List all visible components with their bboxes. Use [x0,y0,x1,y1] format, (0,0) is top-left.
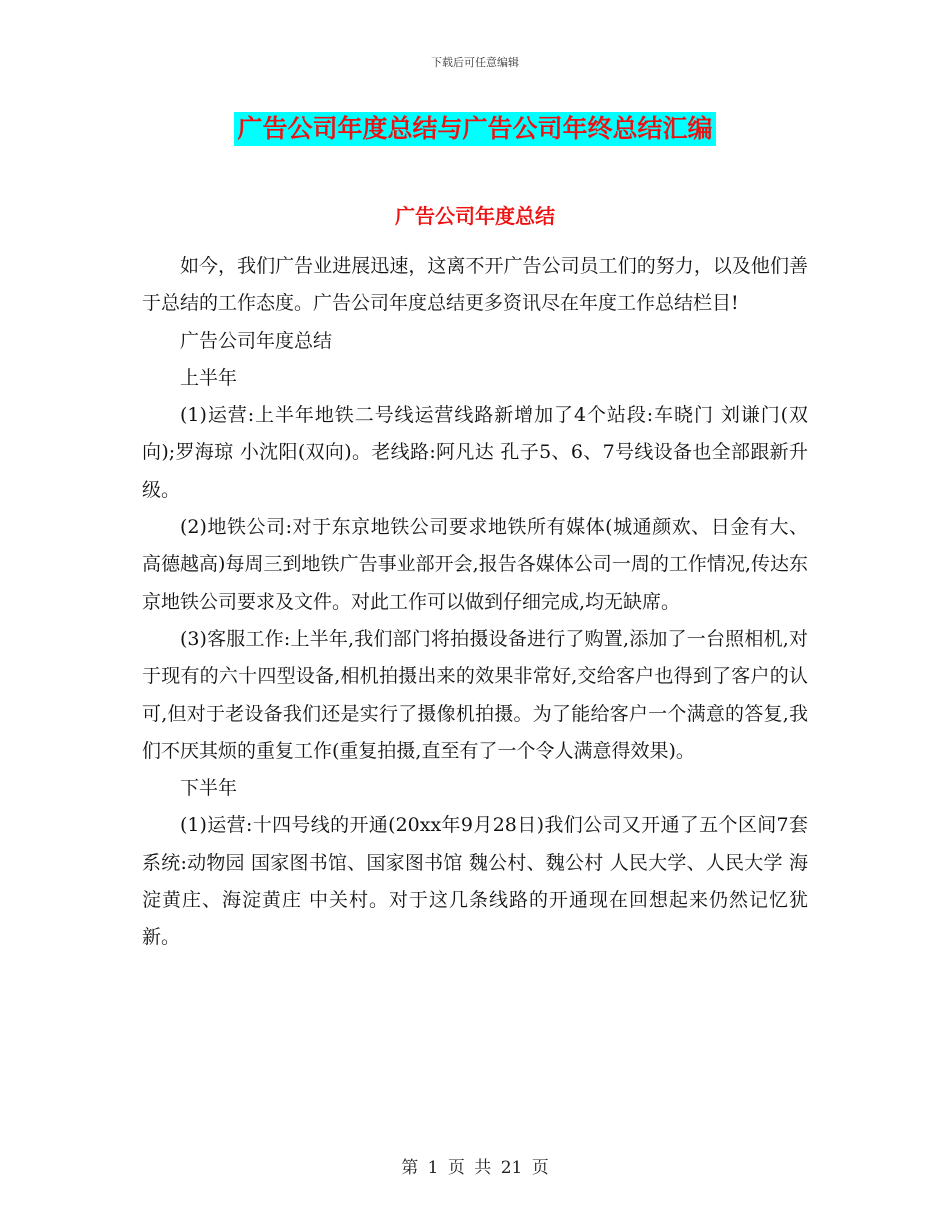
main-title-container [0,112,950,146]
page-footer: 第 1 页 共 21 页 [401,1158,549,1178]
paragraph-subheading: 广告公司年度总结 [180,329,333,352]
paragraph-customer-service: (3)客服工作:上半年,我们部门将拍摄设备进行了购置,添加了一台照相机,对于现有的六十四型设备,相机拍摄出来的效果非常好,交给客户也得到了客户的认可,但对于老设备我们还是实行了摄像机拍摄。为了能给客户一个满意的答复,我们不厌其烦的重复工作(重复拍摄,直至有了一个令人满意得效果)。 [142,627,808,762]
paragraph-intro: 如今，我们广告业进展迅速，这离不开广告公司员工们的努力，以及他们善于总结的工作态度。广告公司年度总结更多资讯尽在年度工作总结栏目! [142,255,808,315]
paragraph-first-half-heading: 上半年 [180,366,238,389]
document-title: 广告公司年度总结与广告公司年终总结汇编 [234,112,715,146]
document-body [142,248,808,957]
page-header-note: 下载后可任意编辑 [431,56,519,69]
paragraph-operations: (1)运营:上半年地铁二号线运营线路新增加了4个站段:车晓门 刘谦门(双向);罗海琼 小沈阳(双向)。老线路:阿凡达 孔子5、6、7号线设备也全部跟新升级。 [142,404,808,501]
paragraph-second-half-heading: 下半年 [180,777,238,800]
paragraph-metro-company: (2)地铁公司:对于东京地铁公司要求地铁所有媒体(城通颜欢、日金有大、高德越高)每周三到地铁广告事业部开会,报告各媒体公司一周的工作情况,传达东京地铁公司要求及文件。对此工作可以做到仔细完成,均无缺席。 [142,516,808,613]
paragraph-line14-operations: (1)运营:十四号线的开通(20xx年9月28日)我们公司又开通了五个区间7套系统:动物园 国家图书馆、国家图书馆 魏公村、魏公村 人民大学、人民大学 海淀黄庄、海淀黄庄 中关村。对于这几条线路的开通现在回想起来仍然记忆犹新。 [142,814,808,949]
section-title: 广告公司年度总结 [395,204,555,228]
